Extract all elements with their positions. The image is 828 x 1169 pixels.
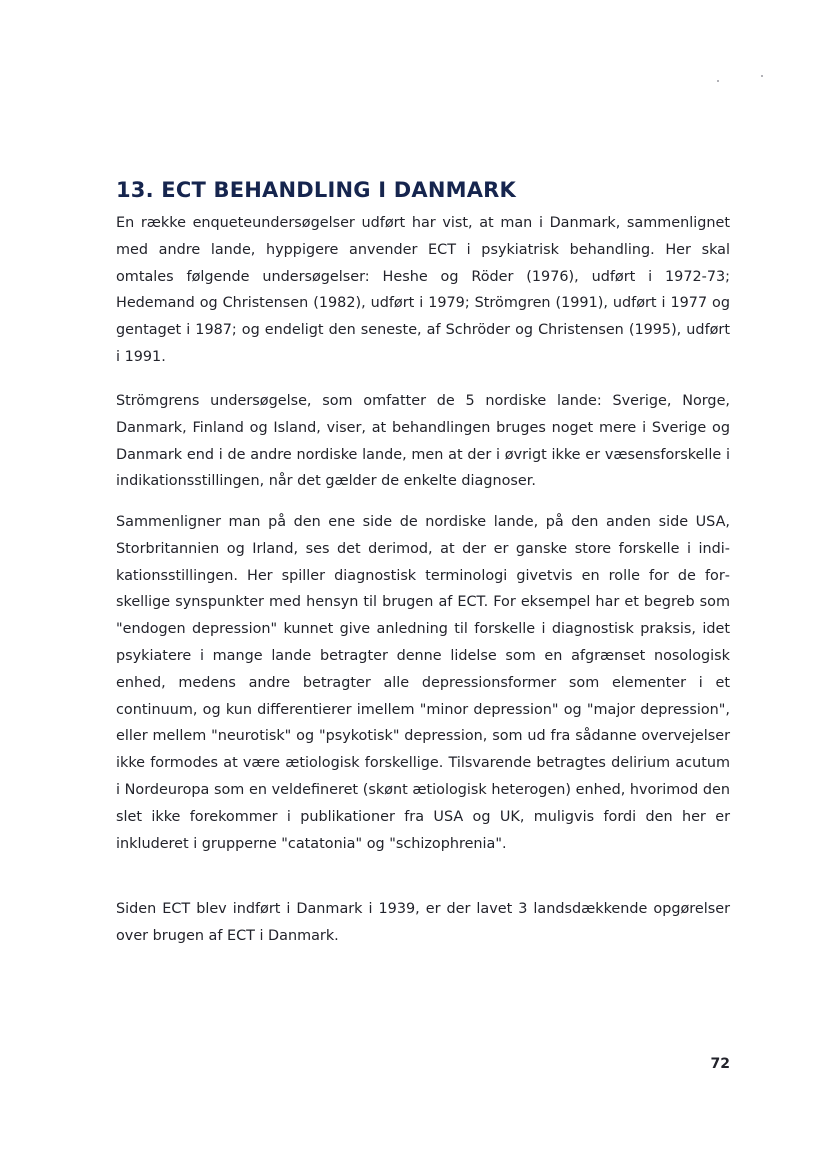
scan-speck <box>717 80 719 82</box>
paragraph-1: En række enqueteundersøgelser udført har vist, at man i Danmark, sammenlignet med andre lande, hyppigere anvender ECT i psykiatrisk behandling. Her skal omtales følgende undersøgelser: Heshe og Röder (1976), udført i 1972-73; Hedemand og Christensen (1982), udført i 1979; Strömgren (1991), udført i 1977 og gentaget i 1987; og endeligt den seneste, af Schröder og Christensen (1995), udført i 1991. <box>116 215 730 365</box>
page-number: 72 <box>710 1056 730 1072</box>
section-title: 13. ECT BEHANDLING I DANMARK <box>116 178 516 202</box>
paragraph-2: Strömgrens undersøgelse, som omfatter de 5 nordiske lande: Sverige, Norge, Danmark, Finland og Island, viser, at behandlingen bruges noget mere i Sverige og Danmark end i de andre nordiske lande, men at der i øvrigt ikke er væsensforskelle i indikationsstillingen, når det gælder de enkelte diagnoser. <box>116 393 730 490</box>
paragraph-3: Sammenligner man på den ene side de nordiske lande, på den anden side USA, Storbritannien og Irland, ses det derimod, at der er ganske store forskelle i indikationsstillingen. Her spiller diagnostisk terminologi givetvis en rolle for de forskellige synspunkter med hensyn til brugen af ECT. For eksempel har et begreb som "endogen depression" kunnet give anledning til forskelle i diagnostisk praksis, idet psykiatere i mange lande betragter denne lidelse som en afgrænset nosologisk enhed, medens andre betragter alle depressionsformer som elementer i et continuum, og kun differentierer imellem "minor depression" og "major depression", eller mellem "neurotisk" og "psykotisk" depression, som ud fra sådanne overvejelser ikke formodes at være ætiologisk forskellige. Tilsvarende betragtes delirium acutum i Nordeuropa som en veldefineret (skønt ætiologisk heterogen) enhed, hvorimod den slet ikke forekommer i publikationer fra USA og UK, muligvis fordi den her er inkluderet i grupperne "catatonia" og "schizophrenia". <box>116 514 730 852</box>
paragraph-4: Siden ECT blev indført i Danmark i 1939, er der lavet 3 landsdækkende opgørelser over brugen af ECT i Danmark. <box>116 901 730 944</box>
scan-speck <box>761 75 763 77</box>
